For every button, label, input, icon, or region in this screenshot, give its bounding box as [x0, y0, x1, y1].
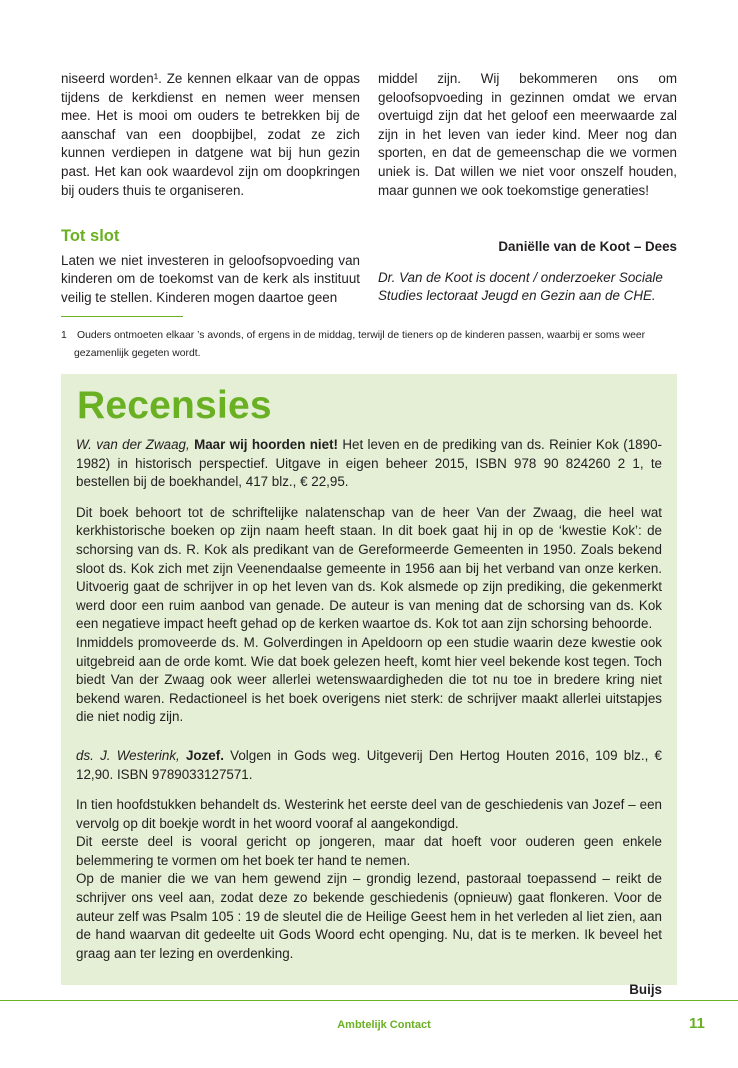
article-column-left	[61, 70, 360, 308]
recensies-title: Recensies	[77, 384, 272, 427]
footer-publication-name: Ambtelijk Contact	[337, 1019, 431, 1031]
review-signature: Buijs	[629, 982, 662, 998]
review-details: Volgen in Gods weg. Uitgeverij Den Hertog Houten 2016, 109 blz., € 12,90. ISBN 9789033127571.	[76, 747, 662, 782]
footnote-text: Ouders ontmoeten elkaar ’s avonds, of ergens in de middag, terwijl de tieners op de kinderen passen, waarbij er soms weer	[77, 330, 646, 341]
review-paragraph: In tien hoofdstukken behandelt ds. Westerink het eerste deel van de geschiedenis van Jozef – een vervolg op dit boekje wordt in het woord vooraf al aangekondigd.	[76, 797, 662, 831]
footnote-divider	[61, 316, 183, 317]
review-book-title: Jozef.	[185, 747, 224, 763]
author-signature: Daniëlle van de Koot – Dees	[498, 239, 677, 255]
review-details: Het leven en de prediking van ds. Reinier Kok (1890-1982) in historisch perspectief. Uitgave in eigen beheer 2015, ISBN 978 90 824260 2 1, te bestellen bij de boekhandel, 417 blz., € 22,95.	[76, 437, 662, 490]
review-author: W. van der Zwaag,	[76, 437, 190, 452]
review-paragraph: Op de manier die we van hem gewend zijn – grondig lezend, pastoraal toepassend – reikt de schrijver ons veel aan, zodat deze zo bekende geschiedenis (opnieuw) gaat flonkeren. Voor de auteur zelf was Psalm 105 : 19 de sleutel die de Heilige Geest hem in het verleden al liet zien, aan de hand waarvan dit gedeelte uit Gods Woord echt openging. Nu, dat is te merken. Ik beveel het graag aan ter lezing en overdenking.	[76, 871, 662, 961]
review-paragraph: Dit boek behoort tot de schriftelijke nalatenschap van de heer Van der Zwaag, die heel wat kerkhistorische boeken op zijn naam heeft staan. In dit boek gaat hij in op de ‘kwestie Kok’: de schorsing van ds. R. Kok als predikant van de Gereformeerde Gemeenten in 1950. Zoals bekend sloot ds. Kok zich met zijn Veenendaalse gemeente in 1956 aan bij het verband van onze kerken. Uitvoerig gaat de schrijver in op het leven van ds. Kok alsmede op zijn prediking, die gekenmerkt werd door een ruim aanbod van genade. De auteur is van mening dat de schorsing van ds. Kok een negatieve impact heeft gehad op de kerken waartoe ds. Kok tot aan zijn schorsing behoorde.	[76, 504, 662, 632]
review-citation	[76, 747, 662, 784]
article-paragraph: Laten we niet investeren in geloofsopvoeding van kinderen om de toekomst van de kerk als instituut veilig te stellen. Kinderen mogen daartoe geen	[61, 252, 360, 305]
review-author: ds. J. Westerink,	[76, 747, 180, 763]
section-heading: Tot slot	[61, 227, 120, 246]
article-column-right	[378, 70, 677, 306]
article-paragraph: niseerd worden¹. Ze kennen elkaar van de oppas tijdens de kerkdienst en nemen weer mensen mee. Het is mooi om ouders te betrekken bij de aanschaf van een doopbijbel, zodat ze zich kunnen verdiepen in datgene wat bij hun gezin past. Het kan ook waardevol zijn om doopkringen bij ouders thuis te organiseren.	[61, 71, 360, 198]
review-book-title: Maar wij hoorden niet!	[194, 437, 339, 452]
recensies-body	[76, 436, 662, 1000]
recensies-box	[61, 374, 677, 998]
article-paragraph: middel zijn. Wij bekommeren ons om geloofsopvoeding in gezinnen omdat we ervan overtuigd zijn dat het geloof een meerwaarde zal zijn in het leven van ieder kind. Meer nog dan sporten, en dat de gemeenschap die we vormen uniek is. Dat willen we niet voor onszelf houden, maar gunnen we ook toekomstige generaties!	[378, 71, 677, 198]
review-citation	[76, 436, 662, 492]
footnote-text-continued: gezamenlijk gegeten wordt.	[74, 347, 201, 359]
review-paragraph: Inmiddels promoveerde ds. M. Golverdingen in Apeldoorn op een studie waarin deze kwestie ook uitgebreid aan de orde komt. Wie dat boek gelezen heeft, komt hier veel bekende kost tegen. Toch biedt Van der Zwaag ook weer allerlei wetenswaardigheden die tot nu toe in bredere kring niet bekend waren. Redactioneel is het boek overigens niet sterk: de schrijver maakt allerlei uitstapjes die niet nodig zijn.	[76, 634, 662, 725]
footnote-number: 1	[61, 330, 67, 341]
author-bio: Dr. Van de Koot is docent / onderzoeker Sociale Studies lectoraat Jeugd en Gezin aan de CHE.	[378, 269, 663, 304]
footer-divider	[0, 1000, 738, 1001]
page-number: 11	[689, 1015, 705, 1032]
footnote	[61, 327, 681, 362]
review-paragraph: Dit eerste deel is vooral gericht op jongeren, maar dat hoeft voor ouderen geen enkele belemmering te vormen om het boek ter hand te nemen.	[76, 834, 662, 868]
